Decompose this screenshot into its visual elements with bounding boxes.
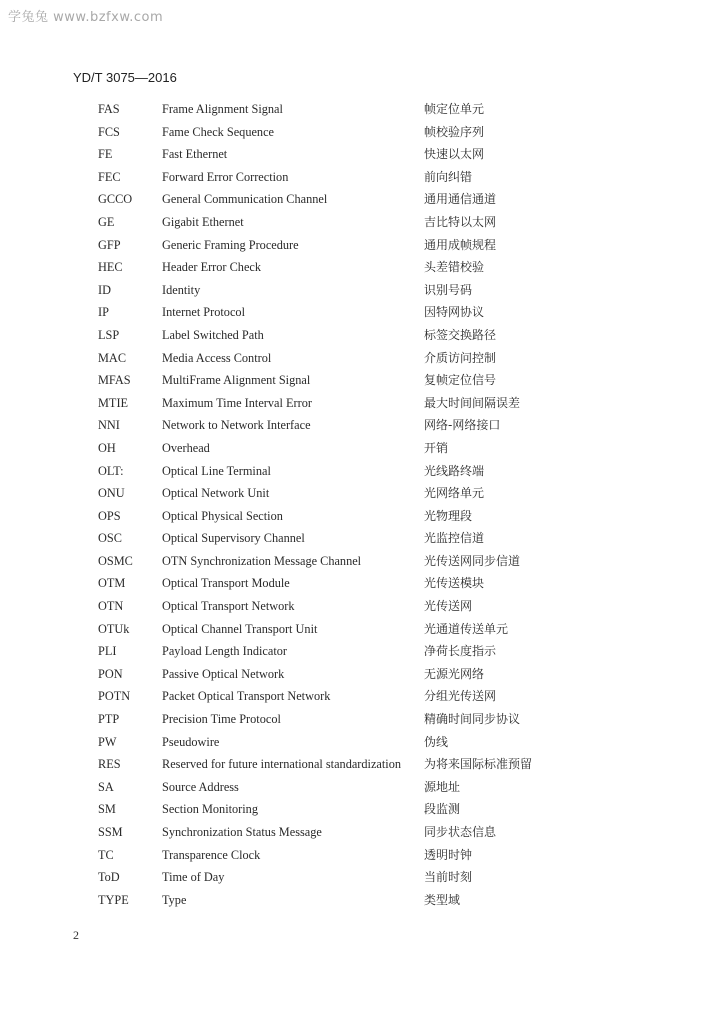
chinese-translation: 光线路终端 <box>424 463 485 478</box>
abbreviation-term: NNI <box>98 418 120 433</box>
chinese-translation: 复帧定位信号 <box>424 373 497 388</box>
abbreviation-term: ID <box>98 282 111 297</box>
abbreviation-row <box>0 460 724 483</box>
chinese-translation: 类型域 <box>424 892 461 907</box>
english-expansion: Time of Day <box>162 870 225 885</box>
abbreviation-row <box>0 550 724 573</box>
abbreviation-row <box>0 798 724 821</box>
abbreviation-row <box>0 279 724 302</box>
abbreviation-term: FEC <box>98 169 121 184</box>
english-expansion: Type <box>162 892 187 907</box>
abbreviation-term: MFAS <box>98 373 131 388</box>
chinese-translation: 帧定位单元 <box>424 102 485 116</box>
abbreviation-term: FE <box>98 147 113 162</box>
english-expansion: Payload Length Indicator <box>162 644 287 659</box>
abbreviation-row <box>0 211 724 234</box>
english-expansion: Network to Network Interface <box>162 418 311 433</box>
chinese-translation: 光传送网同步信道 <box>424 553 521 568</box>
page-number: 2 <box>73 928 79 942</box>
english-expansion: Forward Error Correction <box>162 169 289 184</box>
abbreviation-term: PTP <box>98 712 120 727</box>
english-expansion: Optical Line Terminal <box>162 463 271 478</box>
abbreviation-row <box>0 143 724 166</box>
chinese-translation: 伪线 <box>424 734 449 749</box>
chinese-translation: 光网络单元 <box>424 486 485 501</box>
chinese-translation: 通用成帧规程 <box>424 237 497 252</box>
abbreviation-term: MTIE <box>98 395 129 410</box>
abbreviation-row <box>0 685 724 708</box>
english-expansion: Generic Framing Procedure <box>162 237 299 252</box>
chinese-translation: 吉比特以太网 <box>424 214 497 229</box>
abbreviation-list <box>0 98 724 911</box>
abbreviation-term: PLI <box>98 644 117 659</box>
abbreviation-term: SA <box>98 779 114 794</box>
english-expansion: Precision Time Protocol <box>162 712 281 727</box>
abbreviation-row <box>0 301 724 324</box>
abbreviation-term: OH <box>98 440 116 455</box>
chinese-translation: 光物理段 <box>424 508 473 523</box>
abbreviation-term: POTN <box>98 689 131 704</box>
watermark-text: 学兔兔 www.bzfxw.com <box>8 10 164 25</box>
english-expansion: Fast Ethernet <box>162 147 228 162</box>
abbreviation-row <box>0 527 724 550</box>
english-expansion: Packet Optical Transport Network <box>162 689 331 704</box>
abbreviation-term: GE <box>98 214 115 229</box>
abbreviation-row <box>0 234 724 257</box>
english-expansion: OTN Synchronization Message Channel <box>162 553 362 568</box>
abbreviation-row <box>0 844 724 867</box>
abbreviation-row <box>0 866 724 889</box>
abbreviation-row <box>0 731 724 754</box>
english-expansion: Optical Network Unit <box>162 486 270 501</box>
chinese-translation: 同步状态信息 <box>424 825 497 839</box>
english-expansion: Identity <box>162 282 201 297</box>
english-expansion: Pseudowire <box>162 734 220 749</box>
abbreviation-term: OLT: <box>98 463 124 478</box>
abbreviation-term: LSP <box>98 327 120 342</box>
chinese-translation: 无源光网络 <box>424 666 485 681</box>
english-expansion: Source Address <box>162 779 239 794</box>
abbreviation-term: IP <box>98 305 109 320</box>
abbreviation-row <box>0 166 724 189</box>
english-expansion: Transparence Clock <box>162 847 261 862</box>
abbreviation-row <box>0 663 724 686</box>
document-code: YD/T 3075—2016 <box>73 70 177 85</box>
abbreviation-row <box>0 98 724 121</box>
chinese-translation: 精确时间同步协议 <box>424 712 521 727</box>
abbreviation-row <box>0 324 724 347</box>
abbreviation-term: TYPE <box>98 892 129 907</box>
abbreviation-row <box>0 889 724 912</box>
abbreviation-term: SSM <box>98 825 123 839</box>
abbreviation-term: SM <box>98 802 116 817</box>
abbreviation-row <box>0 821 724 844</box>
chinese-translation: 通用通信通道 <box>424 192 497 207</box>
abbreviation-term: OPS <box>98 508 121 523</box>
english-expansion: Reserved for future international standardization <box>162 757 402 772</box>
chinese-translation: 网络-网络接口 <box>424 418 501 433</box>
chinese-translation: 分组光传送网 <box>424 689 497 704</box>
abbreviation-row <box>0 505 724 528</box>
chinese-translation: 光传送网 <box>424 599 473 614</box>
english-expansion: Internet Protocol <box>162 305 245 320</box>
english-expansion: General Communication Channel <box>162 192 328 207</box>
abbreviation-term: OTN <box>98 599 124 614</box>
chinese-translation: 光通道传送单元 <box>424 621 509 636</box>
abbreviation-term: HEC <box>98 260 123 275</box>
abbreviation-row <box>0 753 724 776</box>
abbreviation-term: OTM <box>98 576 126 591</box>
chinese-translation: 当前时刻 <box>424 870 473 885</box>
chinese-translation: 快速以太网 <box>424 147 485 162</box>
english-expansion: Optical Physical Section <box>162 508 283 523</box>
abbreviation-row <box>0 121 724 144</box>
abbreviation-row <box>0 640 724 663</box>
abbreviation-row <box>0 482 724 505</box>
english-expansion: Media Access Control <box>162 350 272 365</box>
abbreviation-term: TC <box>98 847 114 862</box>
english-expansion: Optical Transport Module <box>162 576 290 591</box>
english-expansion: Maximum Time Interval Error <box>162 395 312 410</box>
chinese-translation: 帧校验序列 <box>424 124 485 139</box>
chinese-translation: 源地址 <box>424 779 461 794</box>
abbreviation-term: GCCO <box>98 192 133 207</box>
abbreviation-term: GFP <box>98 237 121 252</box>
abbreviation-row <box>0 618 724 641</box>
english-expansion: Gigabit Ethernet <box>162 214 244 229</box>
chinese-translation: 光监控信道 <box>424 531 485 546</box>
english-expansion: Fame Check Sequence <box>162 124 274 139</box>
chinese-translation: 透明时钟 <box>424 847 473 862</box>
chinese-translation: 头差错校验 <box>424 260 485 275</box>
chinese-translation: 净荷长度指示 <box>424 644 497 659</box>
abbreviation-row <box>0 392 724 415</box>
abbreviation-term: FCS <box>98 124 120 139</box>
abbreviation-term: PON <box>98 666 123 681</box>
chinese-translation: 为将来国际标准预留 <box>424 757 533 772</box>
abbreviation-term: OSC <box>98 531 122 546</box>
chinese-translation: 因特网协议 <box>424 305 485 320</box>
english-expansion: Overhead <box>162 440 210 455</box>
english-expansion: Passive Optical Network <box>162 666 285 681</box>
abbreviation-term: ToD <box>98 870 120 885</box>
chinese-translation: 最大时间间隔误差 <box>424 395 521 410</box>
chinese-translation: 开销 <box>424 440 449 455</box>
english-expansion: MultiFrame Alignment Signal <box>162 373 311 388</box>
abbreviation-row <box>0 708 724 731</box>
abbreviation-row <box>0 188 724 211</box>
chinese-translation: 段监测 <box>424 802 461 817</box>
chinese-translation: 前向纠错 <box>424 169 473 184</box>
chinese-translation: 光传送模块 <box>424 576 485 591</box>
abbreviation-term: ONU <box>98 486 125 501</box>
abbreviation-row <box>0 572 724 595</box>
english-expansion: Label Switched Path <box>162 327 264 342</box>
abbreviation-row <box>0 595 724 618</box>
chinese-translation: 介质访问控制 <box>424 350 497 365</box>
english-expansion: Optical Supervisory Channel <box>162 531 305 546</box>
chinese-translation: 识别号码 <box>424 282 473 297</box>
english-expansion: Header Error Check <box>162 260 262 275</box>
english-expansion: Synchronization Status Message <box>162 825 322 839</box>
abbreviation-row <box>0 437 724 460</box>
abbreviation-term: FAS <box>98 102 120 116</box>
english-expansion: Optical Channel Transport Unit <box>162 621 318 636</box>
abbreviation-term: RES <box>98 757 121 772</box>
abbreviation-term: OSMC <box>98 553 133 568</box>
abbreviation-row <box>0 347 724 370</box>
abbreviation-row <box>0 256 724 279</box>
abbreviation-row <box>0 776 724 799</box>
english-expansion: Optical Transport Network <box>162 599 295 614</box>
abbreviation-term: MAC <box>98 350 127 365</box>
abbreviation-term: PW <box>98 734 117 749</box>
abbreviation-row <box>0 414 724 437</box>
chinese-translation: 标签交换路径 <box>424 327 497 342</box>
abbreviation-term: OTUk <box>98 621 130 636</box>
english-expansion: Frame Alignment Signal <box>162 102 283 116</box>
english-expansion: Section Monitoring <box>162 802 258 817</box>
abbreviation-row <box>0 369 724 392</box>
